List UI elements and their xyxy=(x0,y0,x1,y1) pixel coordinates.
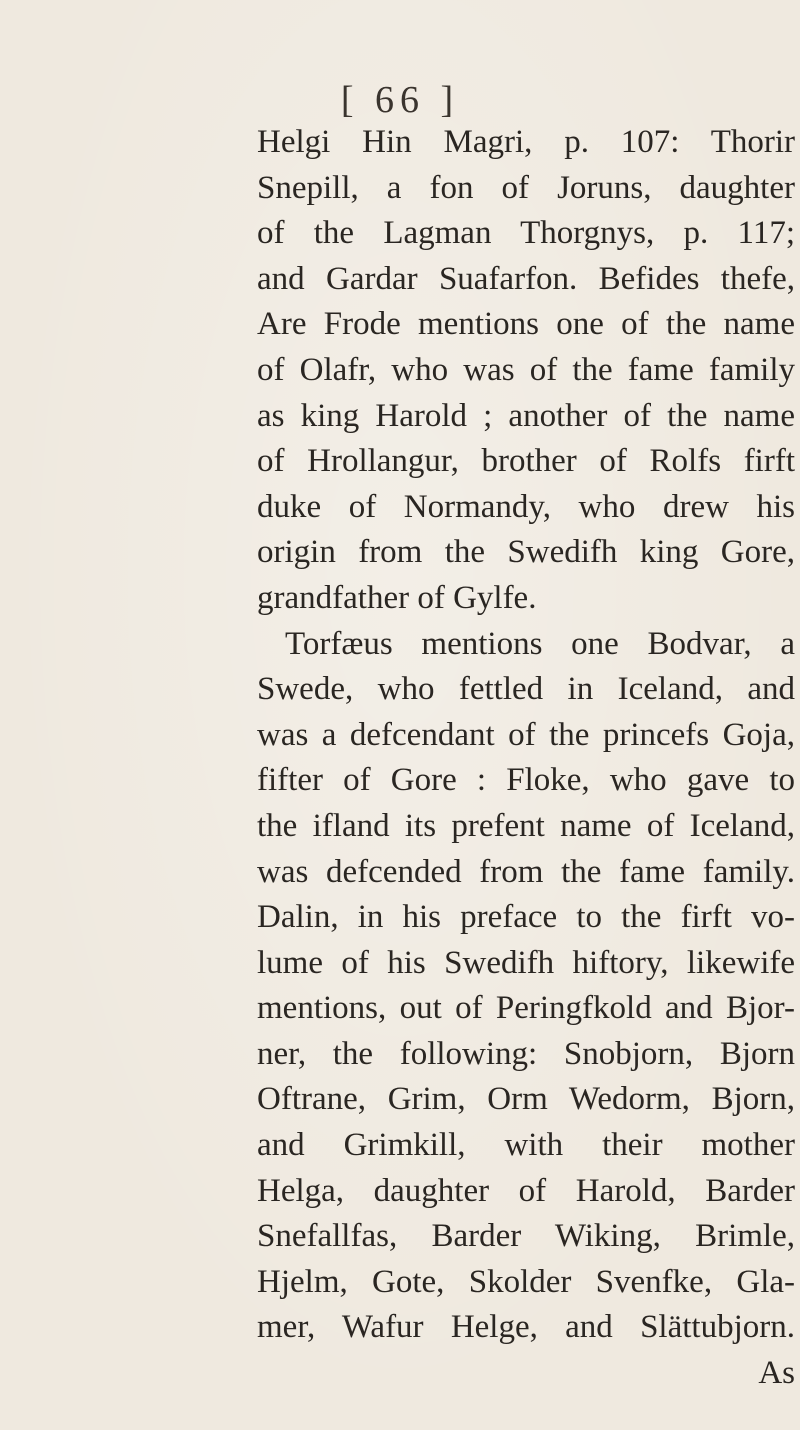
text-line: lume of his Swedifh hiftory, likewife xyxy=(257,944,795,981)
text-line: Snefallfas, Barder Wiking, Brimle, xyxy=(257,1218,795,1255)
text-line: ner, the following: Snobjorn, Bjorn xyxy=(257,1035,795,1072)
text-line: of Olafr, who was of the fame family xyxy=(257,351,795,388)
text-line: Dalin, in his preface to the firft vo- xyxy=(257,899,795,936)
text-line: and Gardar Suafarfon. Befides thefe, xyxy=(257,260,795,297)
text-line: the ifland its prefent name of Iceland, xyxy=(257,807,795,844)
text-line: Snepill, a fon of Joruns, daughter xyxy=(257,169,795,206)
text-line: duke of Normandy, who drew his xyxy=(257,488,795,525)
text-line: Helga, daughter of Harold, Barder xyxy=(257,1172,795,1209)
text-line: Hjelm, Gote, Skolder Svenfke, Gla- xyxy=(257,1263,795,1300)
text-line: Swede, who fettled in Iceland, and xyxy=(257,671,795,708)
text-line: grandfather of Gylfe. xyxy=(257,579,537,616)
body-text xyxy=(257,120,795,1397)
text-line: was defcended from the fame family. xyxy=(257,853,795,890)
text-line: origin from the Swedifh king Gore, xyxy=(257,534,795,571)
text-line: of the Lagman Thorgnys, p. 117; xyxy=(257,215,795,252)
text-line: Are Frode mentions one of the name xyxy=(257,306,795,343)
text-line: was a defcendant of the princefs Goja, xyxy=(257,716,795,753)
text-line: of Hrollangur, brother of Rolfs firft xyxy=(257,443,795,480)
text-line: Torfæus mentions one Bodvar, a xyxy=(285,625,795,662)
text-line: and Grimkill, with their mother xyxy=(257,1127,795,1164)
page-number: [ 66 ] xyxy=(340,79,460,121)
text-line: mentions, out of Peringfkold and Bjor- xyxy=(257,990,795,1027)
text-line: fifter of Gore : Floke, who gave to xyxy=(257,762,795,799)
text-line: Oftrane, Grim, Orm Wedorm, Bjorn, xyxy=(257,1081,795,1118)
text-line: mer, Wafur Helge, and Slättubjorn. xyxy=(257,1309,795,1346)
text-line: as king Harold ; another of the name xyxy=(257,397,795,434)
text-line: Helgi Hin Magri, p. 107: Thorir xyxy=(257,124,795,160)
catchword: As xyxy=(758,1355,795,1392)
